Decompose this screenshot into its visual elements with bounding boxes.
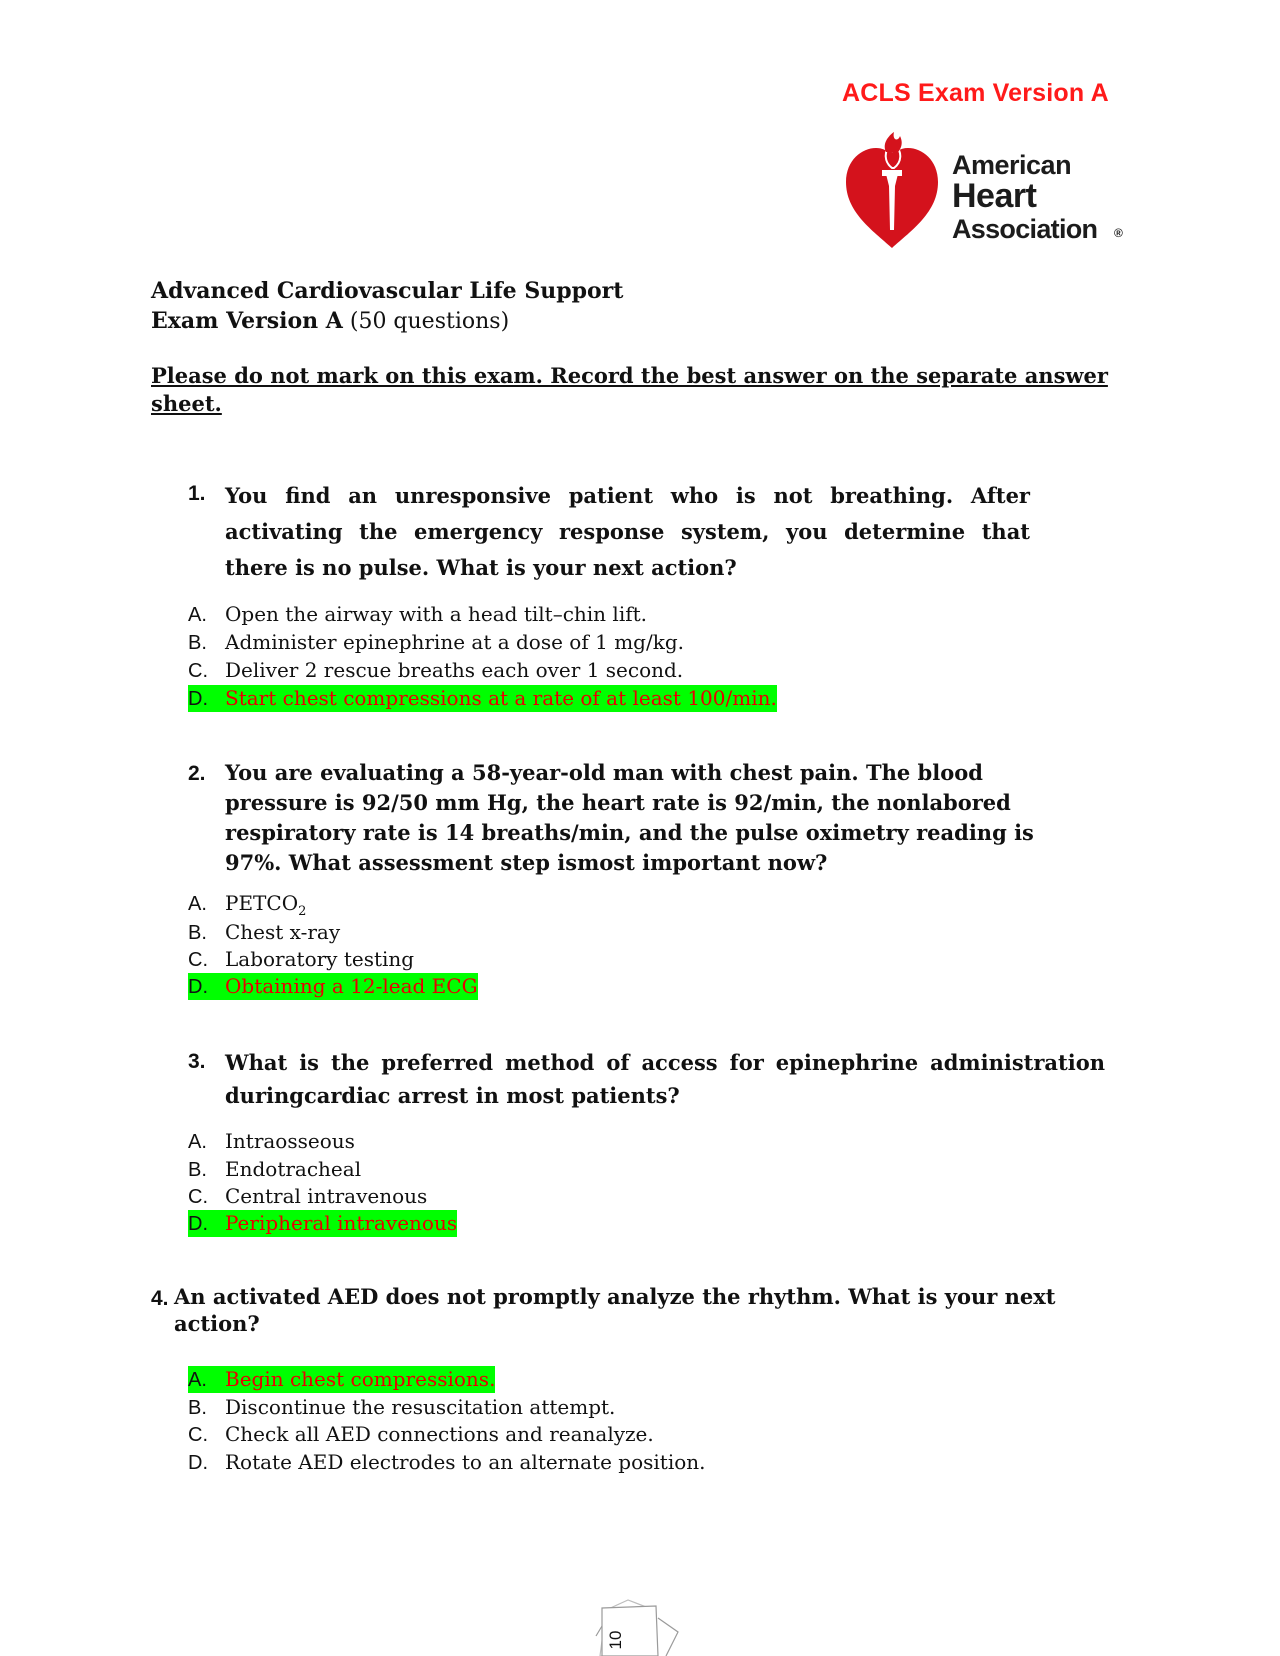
logo-word-american: American (952, 150, 1072, 180)
option-letter: A. (188, 1131, 207, 1153)
option-subscript: 2 (298, 904, 307, 919)
question-number: 1. (188, 482, 206, 505)
correct-answer-option (188, 1366, 495, 1393)
answer-option (188, 601, 647, 628)
answer-option (188, 946, 414, 973)
answer-option (188, 1394, 615, 1421)
option-text: Open the airway with a head tilt–chin lift. (225, 602, 648, 626)
version-label: Exam Version A (151, 308, 343, 334)
option-text: Obtaining a 12-lead ECG (225, 974, 478, 998)
answer-option (188, 890, 306, 917)
option-text: Laboratory testing (225, 947, 415, 971)
question-count: (50 questions) (349, 309, 510, 334)
registered-mark: ® (1114, 226, 1123, 240)
page-number-marker (592, 1596, 682, 1656)
option-text: Begin chest compressions. (225, 1367, 496, 1391)
option-letter: B. (188, 632, 207, 654)
question-text: You are evaluating a 58-year-old man with chest pain. The blood pressure is 92/50 mm Hg, the heart rate is 92/min, the nonlabored respiratory rate is 14 breaths/min, and the pulse oximetry reading is 97%. What assessment step ismost important now? (225, 760, 1034, 875)
option-letter: A. (188, 604, 207, 626)
option-text: Central intravenous (225, 1184, 428, 1208)
answer-option (188, 1183, 427, 1210)
option-text-main: PETCO (225, 891, 299, 915)
option-letter: D. (188, 688, 208, 710)
question-number: 2. (188, 762, 206, 785)
option-letter: C. (188, 660, 208, 682)
answer-option (188, 629, 684, 656)
version-line (151, 308, 509, 334)
option-letter: C. (188, 1424, 208, 1446)
option-text (225, 891, 307, 919)
answer-option (188, 1156, 361, 1183)
option-letter: B. (188, 1397, 207, 1419)
option-letter: D. (188, 1213, 208, 1235)
page-number: 10 (606, 1630, 625, 1650)
option-letter: C. (188, 949, 208, 971)
option-letter: D. (188, 1452, 208, 1474)
question-text: You find an unresponsive patient who is not breathing. After activating the emergency response system, you determine that there is no pulse. What is your next action? (225, 483, 1030, 580)
answer-option (188, 657, 683, 684)
logo-word-heart: Heart (952, 177, 1037, 215)
answer-option (188, 919, 340, 946)
option-letter: D. (188, 976, 208, 998)
instruction-text: Please do not mark on this exam. Record the best answer on the separate answer sheet. (151, 363, 1108, 416)
course-title: Advanced Cardiovascular Life Support (151, 278, 624, 304)
option-letter: A. (188, 893, 207, 915)
correct-answer-option (188, 973, 478, 1000)
option-letter: C. (188, 1186, 208, 1208)
correct-answer-option (188, 685, 777, 712)
correct-answer-option (188, 1210, 457, 1237)
logo-word-association: Association (952, 214, 1098, 244)
option-text: Chest x-ray (225, 920, 341, 944)
option-text: Administer epinephrine at a dose of 1 mg/kg. (225, 630, 684, 654)
heart-torch-icon (842, 130, 942, 250)
option-text: Intraosseous (225, 1129, 355, 1153)
option-text: Rotate AED electrodes to an alternate position. (225, 1450, 706, 1474)
option-text: Discontinue the resuscitation attempt. (225, 1395, 616, 1419)
aha-logo (842, 130, 1142, 250)
option-letter: B. (188, 922, 207, 944)
answer-option (188, 1128, 355, 1155)
option-letter: A. (188, 1369, 207, 1391)
option-text: Check all AED connections and reanalyze. (225, 1422, 654, 1446)
option-text: Peripheral intravenous (225, 1211, 458, 1235)
question-text: What is the preferred method of access for epinephrine administration duringcardiac arrest in most patients? (225, 1050, 1105, 1108)
answer-option (188, 1449, 706, 1476)
question-number: 3. (188, 1050, 206, 1073)
question-text: An activated AED does not promptly analyze the rhythm. What is your next action? (174, 1284, 1056, 1336)
exam-title: ACLS Exam Version A (842, 79, 1109, 107)
option-text: Start chest compressions at a rate of at least 100/min. (225, 686, 777, 710)
option-letter: B. (188, 1159, 207, 1181)
question-number: 4. (151, 1287, 169, 1310)
answer-option (188, 1421, 654, 1448)
option-text: Deliver 2 rescue breaths each over 1 second. (225, 658, 684, 682)
option-text: Endotracheal (225, 1157, 362, 1181)
